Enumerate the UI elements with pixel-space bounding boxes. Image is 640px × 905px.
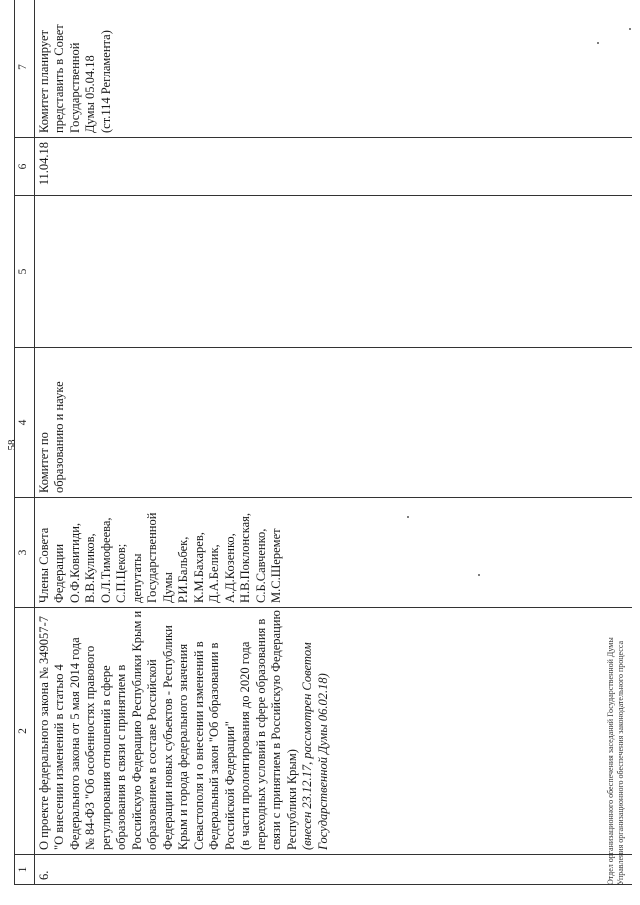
bill-line: регулирования отношений в сфере: [98, 665, 113, 850]
scan-speck: [629, 28, 631, 30]
header-row: [15, 0, 35, 885]
author-line: депутаты: [129, 553, 144, 603]
author-line: М.С.Шеремет: [269, 528, 283, 603]
header-col-3: 3: [15, 498, 35, 608]
bill-line: (в части пролонгирования до 2020 года: [238, 641, 252, 850]
scan-speck: [597, 42, 599, 44]
plan-line: Комитет планирует: [36, 30, 51, 133]
header-col-7: 7: [15, 0, 35, 138]
page-footer: [606, 637, 626, 885]
footer-line-1: Отдел организационного обеспечения заседаний Государственной Думы: [606, 637, 615, 885]
bill-line: Федеральный закон "Об образовании в: [207, 642, 221, 850]
bill-line: "О внесении изменений в статью 4: [52, 664, 66, 850]
author-line: Н.В.Поклонская,: [238, 513, 252, 603]
table-row: [34, 0, 632, 885]
bill-line: Федерации новых субъектов - Республики: [160, 625, 175, 850]
header-col-6: 6: [15, 138, 35, 196]
scan-speck: [407, 516, 409, 518]
column-5-cell: [34, 196, 632, 348]
header-col-5: 5: [15, 196, 35, 348]
responsible-committee: [34, 348, 632, 498]
author-line: Государственной: [145, 512, 159, 603]
scan-speck: [478, 574, 480, 576]
plan-cell: [34, 0, 632, 138]
date-cell: 11.04.18: [34, 138, 632, 196]
bill-note-line: (внесен 23.12.17, рассмотрен Советом: [300, 642, 314, 850]
author-line: А.Д.Козенко,: [222, 533, 237, 603]
author-line: Р.И.Бальбек,: [176, 536, 190, 603]
footer-line-2: Управления организационного обеспечения законодательного процесса: [616, 640, 625, 885]
author-line: Члены Совета: [36, 527, 51, 603]
bill-line: образования в связи с принятием в: [114, 664, 128, 850]
committee-line: образованию и науке: [52, 381, 66, 493]
bill-description: [34, 608, 632, 855]
bills-table: [14, 0, 632, 885]
bill-authors: [34, 498, 632, 608]
bill-note-line: Государственной Думы 06.02.18): [315, 673, 330, 850]
bill-line: Севастополя и о внесении изменений в: [191, 641, 206, 850]
bill-line: Российской Федерации": [222, 721, 237, 850]
header-col-1: 1: [15, 855, 35, 885]
bill-line: Республики Крым): [284, 749, 299, 850]
plan-line: Думы 05.04.18: [83, 55, 97, 133]
bill-line: О проекте федерального закона № 349057-7: [36, 616, 51, 850]
plan-line: представить в Совет: [52, 24, 66, 133]
row-number: 6.: [34, 855, 632, 885]
author-line: С.П.Цеков;: [114, 543, 128, 603]
header-col-4: 4: [15, 348, 35, 498]
author-line: О.Ф.Ковитиди,: [67, 522, 82, 603]
author-line: В.В.Куликов,: [83, 533, 97, 603]
bill-line: Федерального закона от 5 мая 2014 года: [67, 637, 82, 850]
bill-line: переходных условий в сфере образования в: [253, 618, 268, 850]
bill-line: Российскую Федерацию Республики Крым и: [129, 610, 144, 850]
committee-line: Комитет по: [36, 432, 51, 493]
author-line: С.Б.Савченко,: [253, 528, 268, 603]
author-line: К.М.Бахарев,: [191, 532, 206, 603]
author-line: Д.А.Белик,: [207, 544, 221, 603]
header-col-2: 2: [15, 608, 35, 855]
bill-line: образованием в составе Российской: [145, 659, 159, 850]
bill-line: Крым и города федерального значения: [176, 643, 190, 850]
author-line: Федерации: [52, 543, 66, 603]
bill-line: № 84-ФЗ "Об особенностях правового: [83, 645, 97, 850]
author-line: О.Л.Тимофеева,: [98, 517, 113, 603]
plan-line: Государственной: [67, 42, 82, 133]
author-line: Думы: [160, 572, 175, 603]
bill-line: связи с принятием в Российскую Федерацию: [269, 610, 283, 850]
page-number: 58: [6, 439, 18, 451]
plan-line: (ст.114 Регламента): [98, 30, 113, 133]
